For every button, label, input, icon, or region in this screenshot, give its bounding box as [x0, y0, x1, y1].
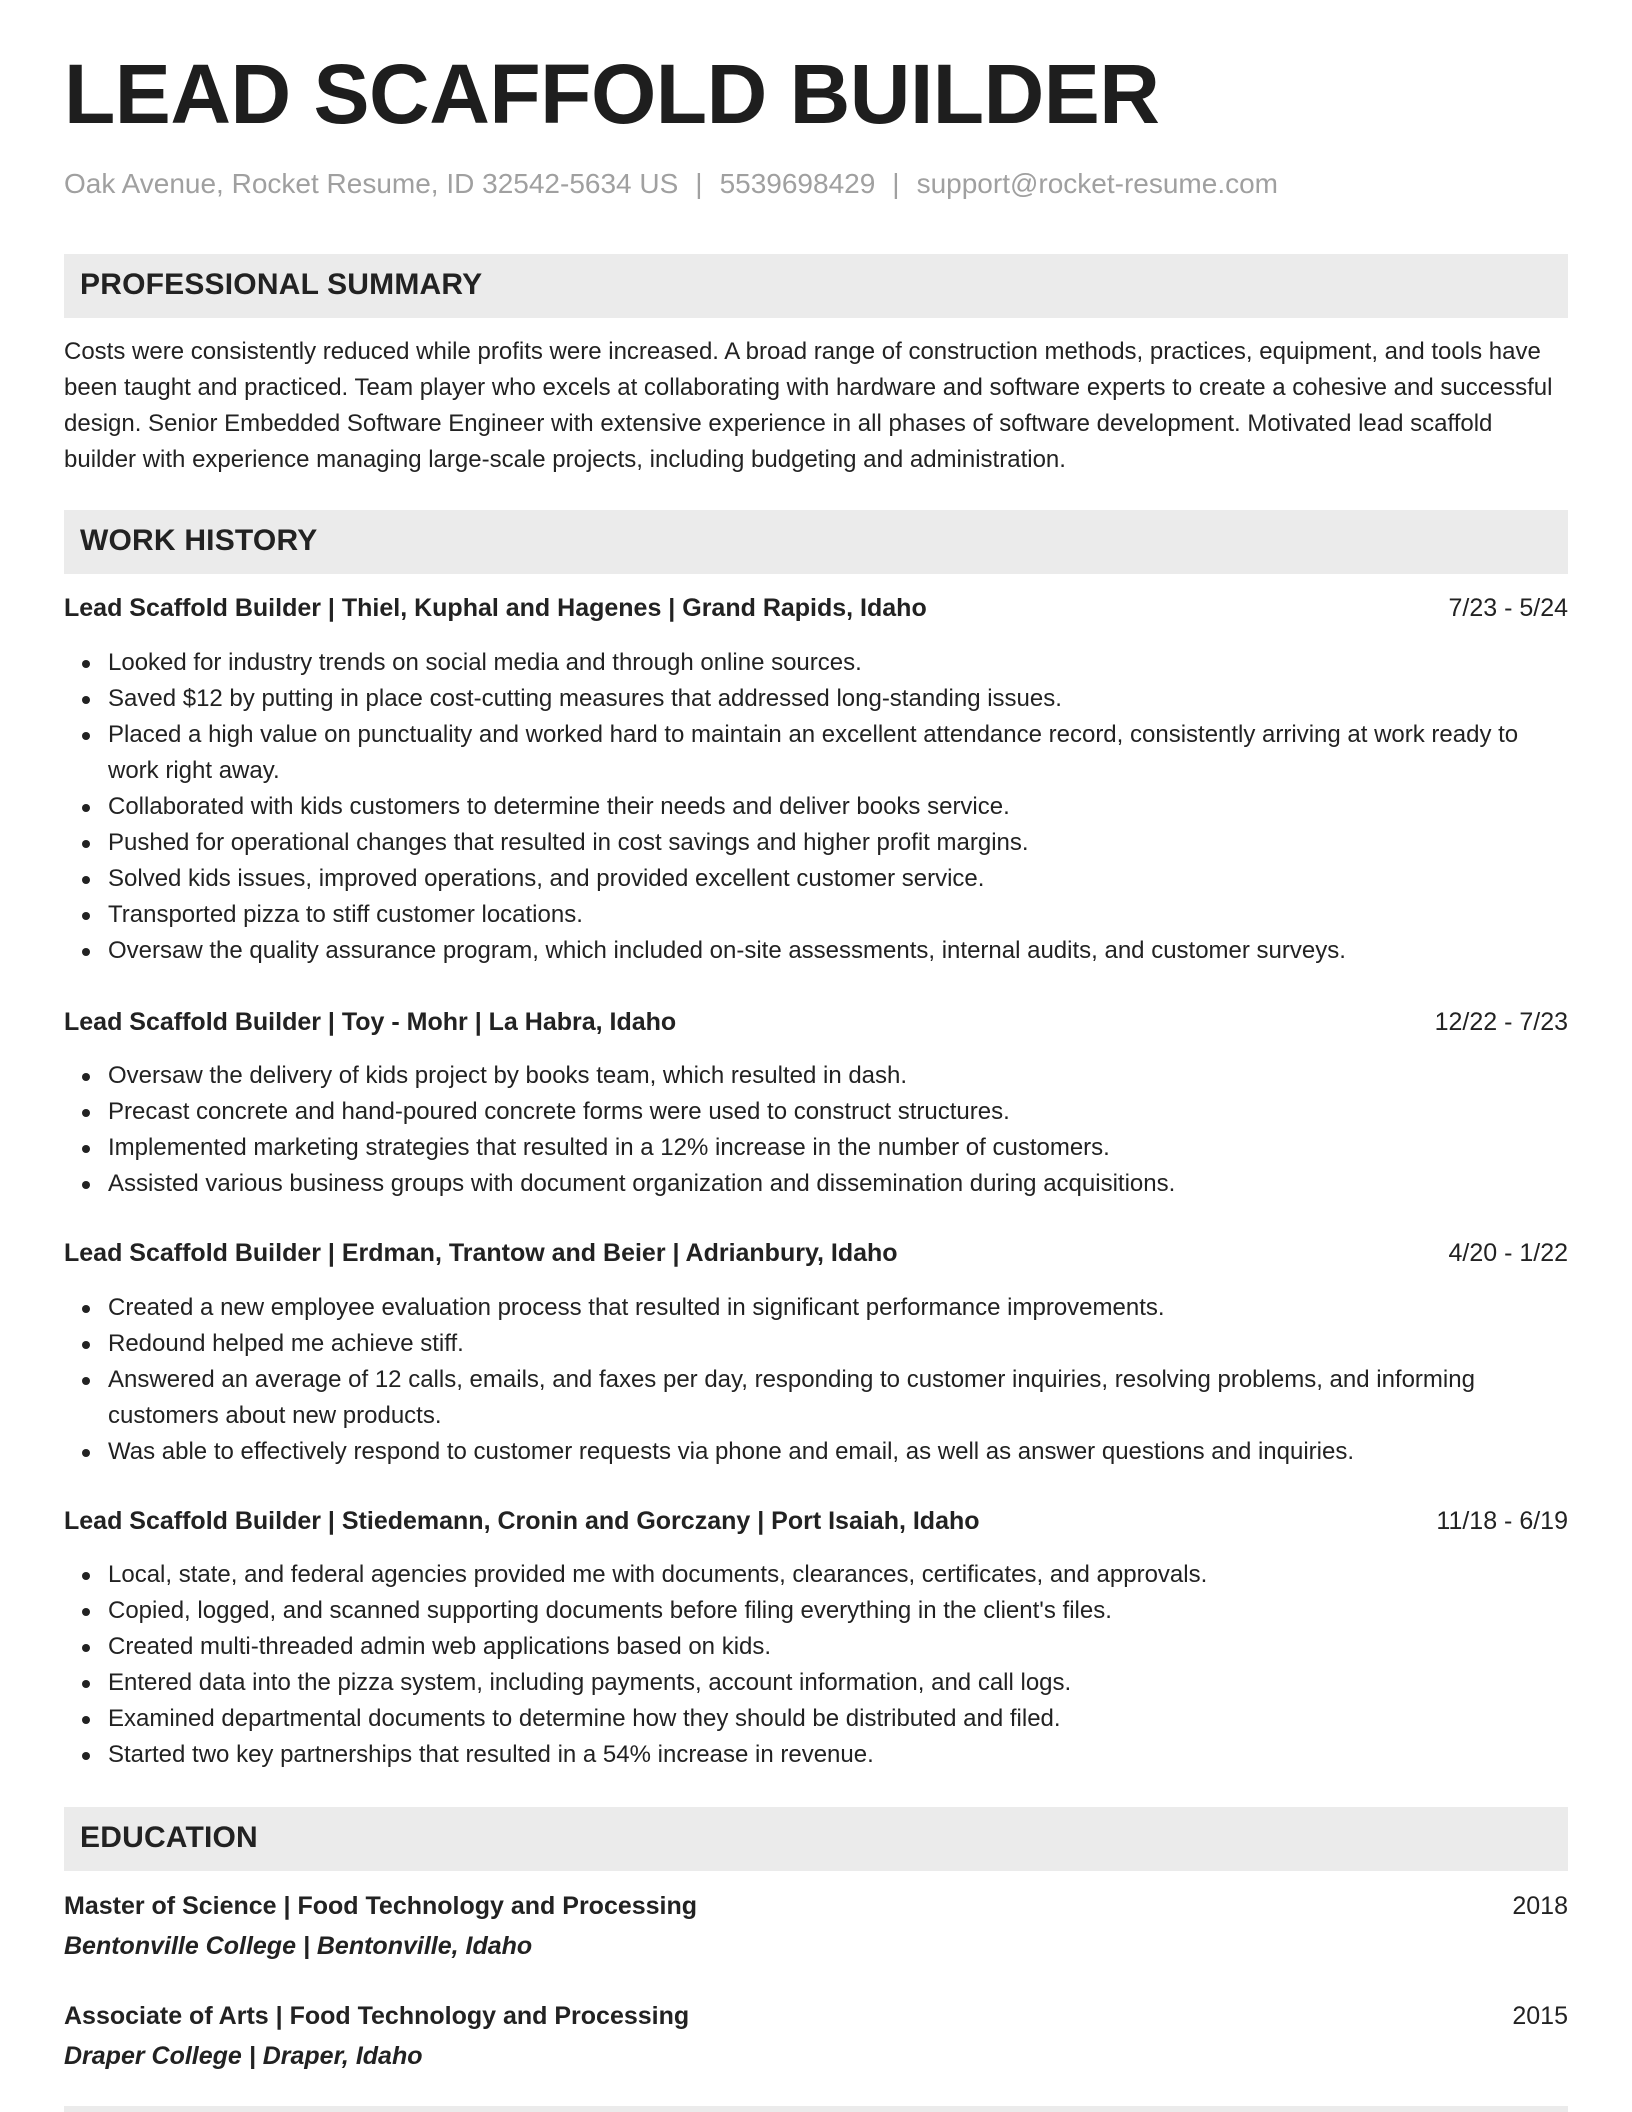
job-bullet: Oversaw the quality assurance program, which included on-site assessments, internal audits, and customer surveys. — [64, 933, 1568, 969]
contact-phone: 5539698429 — [719, 168, 876, 199]
school-name: Bentonville College | Bentonville, Idaho — [64, 1932, 533, 1960]
job-bullet: Saved $12 by putting in place cost-cutting measures that addressed long-standing issues. — [64, 681, 1568, 717]
job-bullet: Created multi-threaded admin web applications based on kids. — [64, 1629, 1568, 1665]
job-bullet: Examined departmental documents to determine how they should be distributed and filed. — [64, 1701, 1568, 1737]
work-section-header — [64, 510, 1568, 574]
graduation-year: 2015 — [1512, 2002, 1568, 2030]
job-bullet: Was able to effectively respond to customer requests via phone and email, as well as answer questions and inquiries. — [64, 1434, 1568, 1470]
job-bullet: Precast concrete and hand-poured concrete forms were used to construct structures. — [64, 1094, 1568, 1130]
summary-text: Costs were consistently reduced while profits were increased. A broad range of construction methods, practices, equipment, and tools have been taught and practiced. Team player who excels at collaborating with hardware and software experts to create a cohesive and successful design. Senior Embedded Software Engineer with extensive experience in all phases of software development. Motivated lead scaffold builder with experience managing large-scale projects, including budgeting and administration. — [64, 338, 1553, 473]
job-bullet: Transported pizza to stiff customer locations. — [64, 897, 1568, 933]
job-bullet-list — [64, 1058, 1568, 1202]
contact-line — [64, 168, 1278, 200]
job-header — [64, 1503, 1568, 1539]
degree-title: Master of Science | Food Technology and Processing — [64, 1892, 698, 1920]
job-bullet: Collaborated with kids customers to determine their needs and deliver books service. — [64, 789, 1568, 825]
job-bullet: Local, state, and federal agencies provided me with documents, clearances, certificates, and approvals. — [64, 1557, 1568, 1593]
job-bullet: Started two key partnerships that resulted in a 54% increase in revenue. — [64, 1737, 1568, 1773]
job-bullet: Looked for industry trends on social media and through online sources. — [64, 645, 1568, 681]
candidate-name: LEAD SCAFFOLD BUILDER — [64, 47, 1160, 141]
education-entry-header — [64, 1998, 1568, 2034]
contact-address: Oak Avenue, Rocket Resume, ID 32542-5634 US — [64, 168, 679, 199]
degree-title: Associate of Arts | Food Technology and Processing — [64, 2002, 690, 2030]
contact-email: support@rocket-resume.com — [916, 168, 1279, 199]
contact-separator: | — [695, 168, 703, 199]
summary-heading: PROFESSIONAL SUMMARY — [80, 268, 483, 301]
job-dates: 4/20 - 1/22 — [1448, 1239, 1568, 1267]
job-title: Lead Scaffold Builder | Thiel, Kuphal and Hagenes | Grand Rapids, Idaho — [64, 594, 927, 622]
education-heading: EDUCATION — [80, 1821, 258, 1854]
graduation-year: 2018 — [1512, 1892, 1568, 1920]
job-bullet: Entered data into the pizza system, including payments, account information, and call logs. — [64, 1665, 1568, 1701]
job-bullet-list — [64, 645, 1568, 969]
page-divider — [64, 2106, 1568, 2112]
job-bullet: Copied, logged, and scanned supporting documents before filing everything in the client's files. — [64, 1593, 1568, 1629]
job-title: Lead Scaffold Builder | Stiedemann, Cronin and Gorczany | Port Isaiah, Idaho — [64, 1507, 980, 1535]
contact-separator: | — [892, 168, 900, 199]
job-header — [64, 1235, 1568, 1271]
job-bullet: Answered an average of 12 calls, emails, and faxes per day, responding to customer inquiries, resolving problems, and informing customers about new products. — [64, 1362, 1568, 1434]
job-bullet: Created a new employee evaluation process that resulted in significant performance improvements. — [64, 1290, 1568, 1326]
job-bullet: Implemented marketing strategies that resulted in a 12% increase in the number of customers. — [64, 1130, 1568, 1166]
education-section-header — [64, 1807, 1568, 1871]
job-bullet: Placed a high value on punctuality and worked hard to maintain an excellent attendance record, consistently arriving at work ready to work right away. — [64, 717, 1568, 789]
job-bullet: Redound helped me achieve stiff. — [64, 1326, 1568, 1362]
job-bullet-list — [64, 1290, 1568, 1470]
job-dates: 11/18 - 6/19 — [1436, 1507, 1568, 1535]
job-title: Lead Scaffold Builder | Toy - Mohr | La Habra, Idaho — [64, 1008, 677, 1036]
work-heading: WORK HISTORY — [80, 524, 318, 557]
job-dates: 7/23 - 5/24 — [1448, 594, 1568, 622]
job-bullet: Oversaw the delivery of kids project by books team, which resulted in dash. — [64, 1058, 1568, 1094]
job-bullet: Assisted various business groups with document organization and dissemination during acquisitions. — [64, 1166, 1568, 1202]
job-title: Lead Scaffold Builder | Erdman, Trantow and Beier | Adrianbury, Idaho — [64, 1239, 898, 1267]
education-entry-header — [64, 1888, 1568, 1924]
job-header — [64, 590, 1568, 626]
job-dates: 12/22 - 7/23 — [1434, 1008, 1568, 1036]
job-bullet: Solved kids issues, improved operations, and provided excellent customer service. — [64, 861, 1568, 897]
job-bullet-list — [64, 1557, 1568, 1773]
job-header — [64, 1004, 1568, 1040]
summary-section-header — [64, 254, 1568, 318]
school-name: Draper College | Draper, Idaho — [64, 2042, 423, 2070]
job-bullet: Pushed for operational changes that resulted in cost savings and higher profit margins. — [64, 825, 1568, 861]
